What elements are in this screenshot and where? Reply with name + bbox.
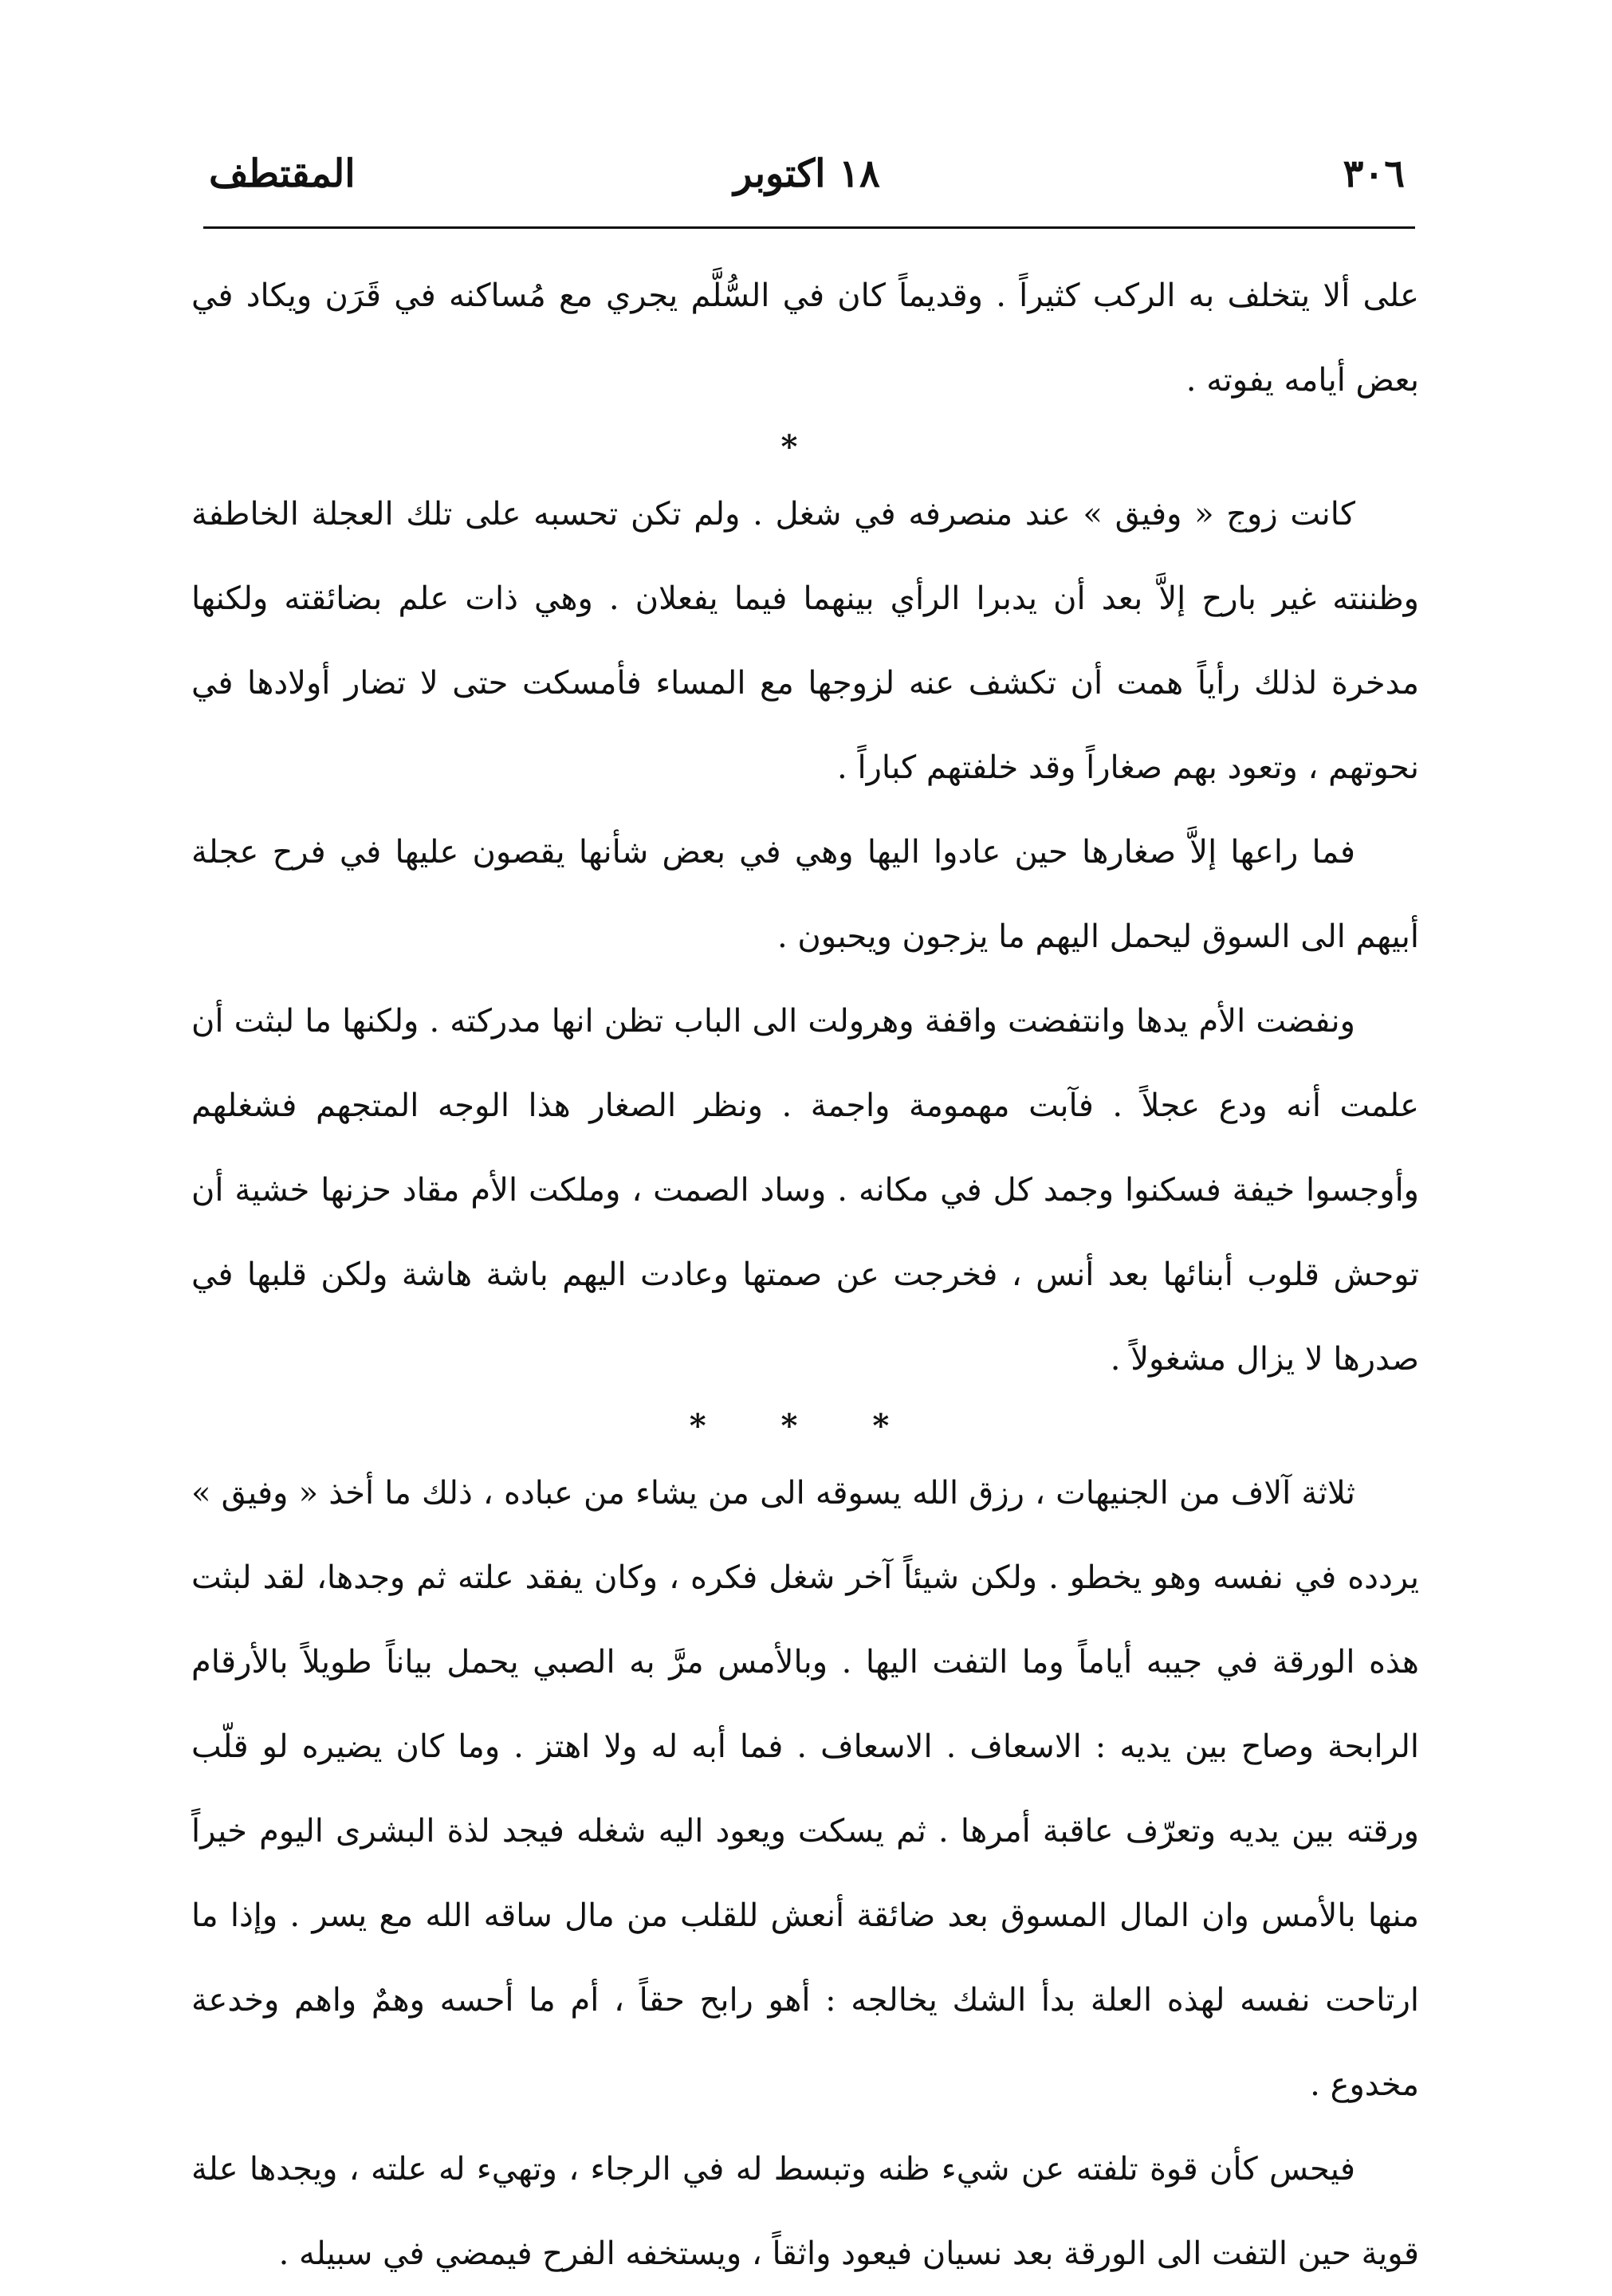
issue-date: ١٨ اكتوبر (733, 151, 880, 196)
header-rule (203, 226, 1415, 229)
section-ornament-triple: * * * (689, 1407, 922, 1445)
paragraph-6: فيحس كأن قوة تلفته عن شيء ظنه وتبسط له في الرجاء ، وتهيء له علته ، ويجدها علة قوية حين التفت الى الورقة بعد نسيان فيعود واثقاً ، ويستخفه الفرح فيمضي في سبيله . (191, 2151, 1419, 2272)
article-body (191, 254, 1419, 2296)
paragraph-1: على ألا يتخلف به الركب كثيراً . وقديماً كان في السُّلَّم يجري مع مُساكنه في قَرَن ويكاد في بعض أيامه يفوته . (191, 277, 1419, 399)
paragraph-5: ثلاثة آلاف من الجنيهات ، رزق الله يسوقه الى من يشاء من عباده ، ذلك ما أخذ « وفيق » يردده في نفسه وهو يخطو . ولكن شيئاً آخر شغل فكره ، وكان يفقد علته ثم وجدها، لقد لبثت هذه الورقة في جيبه أياماً وما التفت اليها . وبالأمس مرَّ به الصبي يحمل بياناً طويلاً بالأرقام الرابحة وصاح بين يديه : الاسعاف . الاسعاف . فما أبه له ولا اهتز . وما كان يضيره لو قلّب ورقته بين يديه وتعرّف عاقبة أمرها . ثم يسكت ويعود اليه شغله فيجد لذة البشرى اليوم خيراً منها بالأمس وان المال المسوق بعد ضائقة أنعش للقلب من مال ساقه الله مع يسر . وإذا ما ارتاحت نفسه لهذه العلة بدأ الشك يخالجه : أهو رابح حقاً ، أم ما أحسه وهمٌ واهم وخدعة مخدوع . (191, 1475, 1419, 2103)
section-ornament-single: * (780, 428, 830, 466)
page-number: ٣٠٦ (1343, 151, 1405, 196)
magazine-name: المقتطف (209, 151, 356, 196)
running-header (209, 142, 1405, 206)
paragraph-4: ونفضت الأم يدها وانتفضت واقفة وهرولت الى الباب تظن انها مدركته . ولكنها ما لبثت أن علمت أنه ودع عجلاً . فآبت مهمومة واجمة . ونظر الصغار هذا الوجه المتجهم فشغلهم وأوجسوا خيفة فسكنوا وجمد كل في مكانه . وساد الصمت ، وملكت الأم مقاد حزنها خشية أن توحش قلوب أبنائها بعد أنس ، فخرجت عن صمتها وعادت اليهم باشة هاشة ولكن قلبها في صدرها لا يزال مشغولاً . (191, 1003, 1419, 1378)
paragraph-2: كانت زوج « وفيق » عند منصرفه في شغل . ولم تكن تحسبه على تلك العجلة الخاطفة وظننته غير بارح إلاَّ بعد أن يدبرا الرأي بينهما فيما يفعلان . وهي ذات علم بضائقته ولكنها مدخرة لذلك رأياً همت أن تكشف عنه لزوجها مع المساء فأمسكت حتى لا تضار أولادها في نحوتهم ، وتعود بهم صغاراً وقد خلفتهم كباراً . (191, 496, 1419, 786)
paragraph-3: فما راعها إلاَّ صغارها حين عادوا اليها وهي في بعض شأنها يقصون عليها في فرح عجلة أبيهم الى السوق ليحمل اليهم ما يزجون ويحبون . (191, 834, 1419, 955)
